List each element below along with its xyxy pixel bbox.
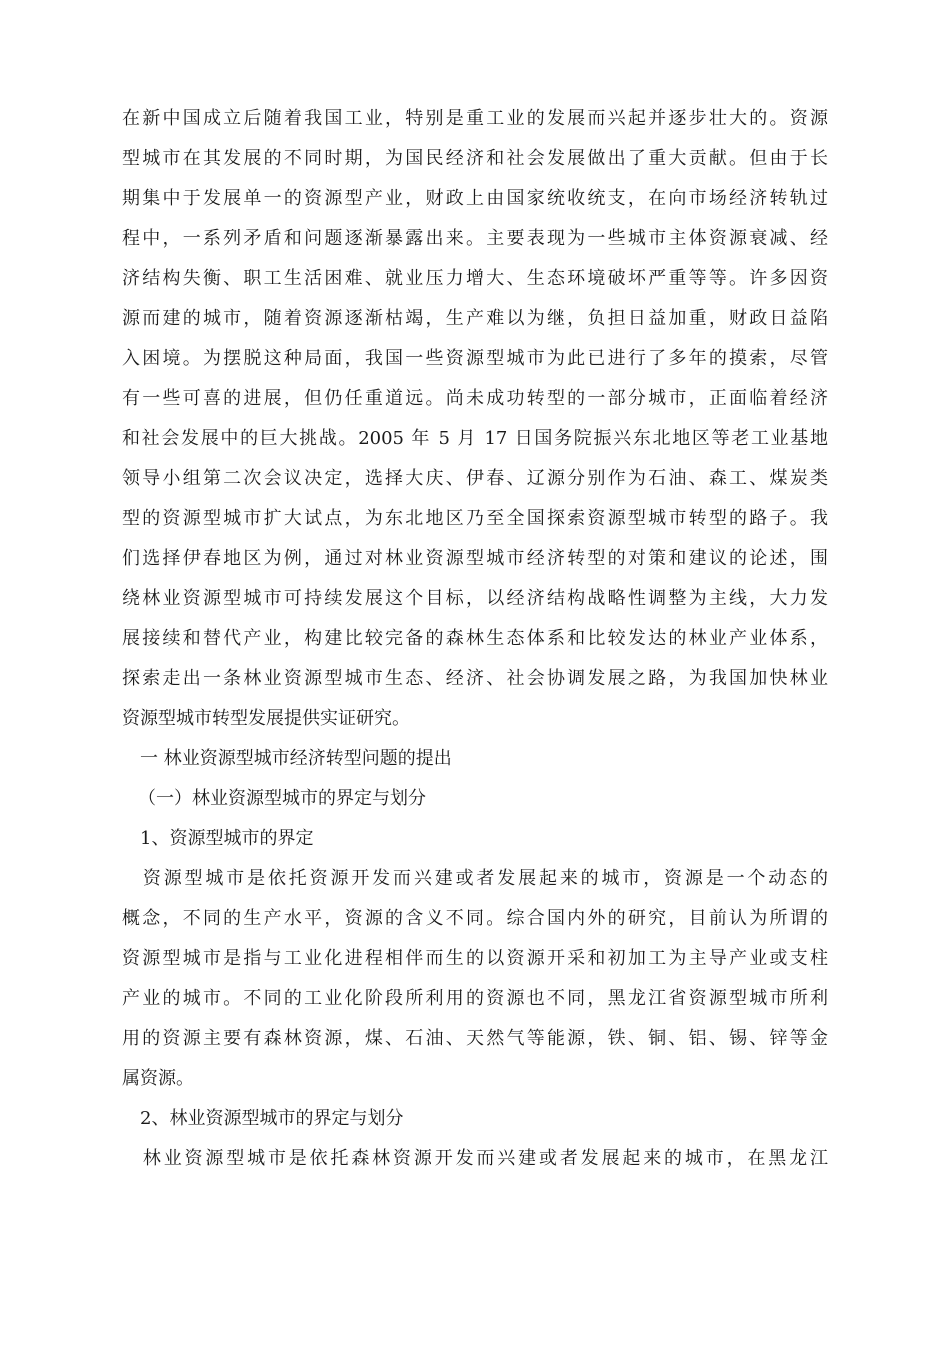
paragraph-line: 领导小组第二次会议决定，选择大庆、伊春、辽源分别作为石油、森工、煤炭类 [122,468,828,489]
paragraph-line: 期集中于发展单一的资源型产业，财政上由国家统收统支，在向市场经济转轨过 [122,188,828,209]
subsubsection-heading: 1、资源型城市的界定 [122,828,314,849]
paragraph-line: 展接续和替代产业，构建比较完备的森林生态体系和比较发达的林业产业体系， [122,628,828,649]
paragraph-line: 概念，不同的生产水平，资源的含义不同。综合国内外的研究，目前认为所谓的 [122,908,828,929]
paragraph-line: 资源型城市是指与工业化进程相伴而生的以资源开采和初加工为主导产业或支柱 [122,948,828,969]
paragraph-line: 属资源。 [122,1068,194,1089]
paragraph-line: 型的资源型城市扩大试点，为东北地区乃至全国探索资源型城市转型的路子。我 [122,508,828,529]
paragraph-line: 源而建的城市，随着资源逐渐枯竭，生产难以为继，负担日益加重，财政日益陷 [122,308,828,329]
paragraph-line: 绕林业资源型城市可持续发展这个目标，以经济结构战略性调整为主线，大力发 [122,588,828,609]
paragraph-line: 在新中国成立后随着我国工业，特别是重工业的发展而兴起并逐步壮大的。资源 [122,108,828,129]
paragraph-line: 探索走出一条林业资源型城市生态、经济、社会协调发展之路，为我国加快林业 [122,668,828,689]
subsection-heading: （一）林业资源型城市的界定与划分 [138,788,426,809]
paragraph-line: 产业的城市。不同的工业化阶段所利用的资源也不同，黑龙江省资源型城市所利 [122,988,828,1009]
paragraph-line: 程中，一系列矛盾和问题逐渐暴露出来。主要表现为一些城市主体资源衰减、经 [122,228,828,249]
paragraph-line: 济结构失衡、职工生活困难、就业压力增大、生态环境破坏严重等等。许多因资 [122,268,828,289]
section-heading: 一 林业资源型城市经济转型问题的提出 [122,748,452,769]
paragraph-line: 入困境。为摆脱这种局面，我国一些资源型城市为此已进行了多年的摸索，尽管 [122,348,828,369]
paragraph-line: 用的资源主要有森林资源，煤、石油、天然气等能源，铁、铜、铝、锡、锌等金 [122,1028,828,1049]
paragraph-line: 和社会发展中的巨大挑战。2005 年 5 月 17 日国务院振兴东北地区等老工业基地 [122,428,828,449]
paragraph-line: 有一些可喜的进展，但仍任重道远。尚未成功转型的一部分城市，正面临着经济 [122,388,828,409]
paragraph-line: 资源型城市是依托资源开发而兴建或者发展起来的城市，资源是一个动态的 [122,868,828,889]
paragraph-line: 林业资源型城市是依托森林资源开发而兴建或者发展起来的城市，在黑龙江 [122,1148,828,1169]
subsubsection-heading: 2、林业资源型城市的界定与划分 [122,1108,404,1129]
paragraph-line: 们选择伊春地区为例，通过对林业资源型城市经济转型的对策和建议的论述，围 [122,548,828,569]
paragraph-line: 资源型城市转型发展提供实证研究。 [122,708,410,729]
paragraph-line: 型城市在其发展的不同时期，为国民经济和社会发展做出了重大贡献。但由于长 [122,148,828,169]
